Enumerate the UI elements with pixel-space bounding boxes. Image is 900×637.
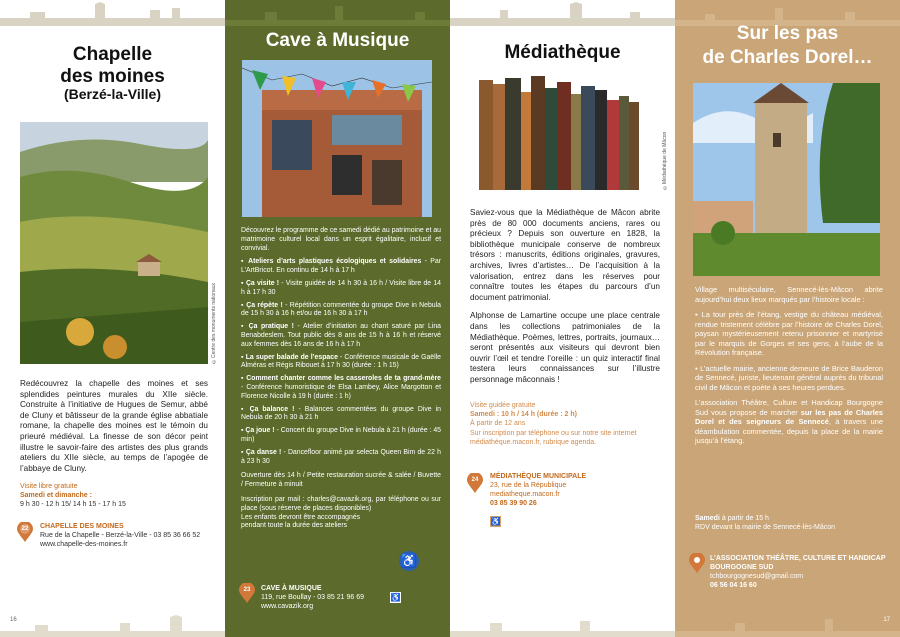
program-item: ▪ Ça danse ! - Dancefloor animé par selecta Queen Bim de 22 h à 23 h 30 bbox=[241, 448, 441, 465]
venue-email-link[interactable]: tchbourgognesud@gmail.com bbox=[710, 573, 804, 580]
pin-number: 23 bbox=[243, 587, 251, 593]
panel-charles-dorel bbox=[675, 0, 900, 637]
venue-info: MÉDIATHÈQUE MUNICIPALE 23, rue de la République mediatheque.macon.fr 03 85 39 90 26 bbox=[490, 472, 665, 508]
map-pin-icon bbox=[689, 553, 705, 573]
page-title: Médiathèque bbox=[504, 42, 621, 63]
description-text: Village multiséculaire, Sennecé-lès-Mâcon abrite aujourd’hui deux lieux marqués par l’histoire locale : ▪ La tour près de l’étang, vestige du château médiéval, rendue tristement célèbre par l’histoire de Charles Dorel, paysan mystérieusement retenu prisonnier et martyrisé par le marquis de Gorges et ses gens, à l’aube de la Révolution française. ▪ L’actuelle mairie, ancienne demeure de Brice Bauderon de Sennecé, juriste, lieutenant général auprès du tribunal civil de Mâcon et poète à ses heures perdues. L’association Théâtre, Culture et Handicap Bourgogne Sud vous propose de marcher sur les pas de Charles Dorel et des seigneurs de Sennecé, à travers une déambulation commentée, depuis la place de la mairie jusqu’à l’étang. bbox=[695, 285, 884, 445]
program-item: ▪ Ça balance ! - Balances commentées du groupe Dive in Nebula de 20 h 30 à 21 h bbox=[241, 405, 441, 422]
map-pin-icon bbox=[239, 583, 255, 603]
venue-info: CAVE À MUSIQUE 119, rue Boullay - 03 85 21 96 69 www.cavazik.org bbox=[261, 584, 431, 611]
photo-credit: ©Centre des monuments nationaux bbox=[211, 282, 217, 364]
accessibility-icon: ♿ bbox=[390, 593, 401, 602]
program-item: ▪ Ça pratique ! - Atelier d’initiation au chant saturé par Lina Benabdeslem. Tout public dès 8 ans de 15 h à 16 h et réservé aux femmes dès 16 ans de 16 h à 17 h bbox=[241, 323, 441, 348]
skyline-bottom-decoration bbox=[675, 611, 900, 637]
page-title: Sur les pas de Charles Dorel… bbox=[702, 23, 873, 68]
venue-photo bbox=[242, 60, 432, 217]
skyline-top-decoration bbox=[450, 0, 675, 26]
tower-photo bbox=[693, 83, 880, 276]
skyline-top-decoration bbox=[225, 0, 450, 26]
panel-mediatheque bbox=[450, 0, 675, 637]
page-number: 16 bbox=[10, 617, 17, 623]
venue-website-link[interactable]: www.chapelle-des-moines.fr bbox=[40, 541, 128, 548]
visit-info: Samedi à partir de 15 h RDV devant la mairie de Sennecé-lès-Mâcon bbox=[695, 515, 836, 532]
program-item: ▪ Comment chanter comme les casseroles de ta grand-mère - Conférence humoristique de Elsa Lambey, Alice Margotton et Florence Nicolle à 19 h (durée : 1 h) bbox=[241, 375, 441, 400]
page-number: 17 bbox=[883, 617, 890, 623]
books-photo bbox=[475, 72, 661, 194]
photo-credit: ©Médiathèque de Mâcon bbox=[662, 131, 668, 190]
venue-website-link[interactable]: mediatheque.macon.fr bbox=[490, 491, 560, 498]
map-pin-icon bbox=[467, 473, 483, 493]
program-text: Découvrez le programme de ce samedi dédié au patrimoine et au matrimoine culturel local dans un esprit égalitaire, inclusif et convivial. ▪ Ateliers d’arts plastiques écologiques et solidaires - Par L’ArtBricot. En continu de 14 h à 17 h ▪ Ça visite ! - Visite guidée de 14 h 30 à 16 h / Visite libre de 14 h à 17 h 30 ▪ Ça répète ! - Répétition commentée du groupe Dive in Nebula de 15 h 30 à 16 h et/ou de 16 h 30 à 17 h ▪ Ça pratique ! - Atelier d’initiation au chant saturé par Lina Benabdeslem. Tout public dès 8 ans de 15 h à 16 h et réservé aux femmes dès 16 ans de 16 h à 17 h ▪ La super balade de l’espace - Conférence musicale de Gaëlle Alméras et Régis Ribouet à 17 h 30 (durée : 1 h 15) ▪ Comment chanter comme les casseroles de ta grand-mère - Conférence humoristique de Elsa Lambey, Alice Margotton et Florence Nicolle à 19 h (durée : 1 h) ▪ Ça balance ! - Balances commentées du groupe Dive in Nebula de 20 h 30 à 21 h ▪ Ça joue ! - Concert du groupe Dive in Nebula à 21 h (durée : 45 min) ▪ Ça danse ! - Dancefloor animé par selecta Queen Bim de 22 h à 23 h 30 Ouverture dès 14 h / Petite restauration sucrée & salée / Buvette / Fermeture à minuit Inscription par mail : charles@cavazik.org, par téléphone ou sur place (sous réserve de places disponibles) Les enfants devront être accompagnés pendant toute la durée des ateliers bbox=[241, 227, 442, 530]
pin-number: 24 bbox=[471, 477, 479, 483]
panel-cave-a-musique bbox=[225, 0, 450, 637]
skyline-top-decoration bbox=[0, 0, 225, 26]
venue-info: CHAPELLE DES MOINES Rue de la Chapelle - Berzé-la-Ville - 03 85 36 66 52 www.chapelle-des-moines.fr bbox=[40, 522, 215, 549]
pin-number: 22 bbox=[21, 526, 29, 532]
program-item: ▪ Ça joue ! - Concert du groupe Dive in Nebula à 21 h (durée : 45 min) bbox=[241, 427, 441, 443]
visit-info: Visite libre gratuite Samedi et dimanche : 9 h 30 - 12 h 15/ 14 h 15 - 17 h 15 bbox=[20, 483, 126, 509]
program-item: ▪ Ça visite ! - Visite guidée de 14 h 30 à 16 h / Visite libre de 14 h à 17 h 30 bbox=[241, 279, 441, 296]
program-item: ▪ Ateliers d’arts plastiques écologiques et solidaires - Par L’ArtBricot. En continu de 14 h à 17 h bbox=[241, 258, 441, 275]
venue-info: L’ASSOCIATION THÉÂTRE, CULTURE ET HANDICAP BOURGOGNE SUD tchbourgognesud@gmail.com 06 56 04 16 60 bbox=[710, 554, 890, 590]
skyline-bottom-decoration bbox=[450, 611, 675, 637]
visit-info: Visite guidée gratuite Samedi : 10 h / 14 h (durée : 2 h) À partir de 12 ans Sur inscription par téléphone ou sur notre site internet médiathèque.macon.fr, rubrique agenda. bbox=[470, 402, 637, 446]
page-title: Cave à Musique bbox=[265, 30, 410, 51]
panel-chapelle bbox=[0, 0, 225, 637]
skyline-bottom-decoration bbox=[0, 611, 225, 637]
page-subtitle: (Berzé-la-Ville) bbox=[64, 86, 161, 102]
page-title: Chapelle des moines bbox=[60, 44, 165, 87]
accessibility-icon: ♿ bbox=[399, 551, 419, 571]
description-text: Saviez-vous que la Médiathèque de Mâcon abrite près de 80 000 documents anciens, rares ou précieux ? Depuis son ouverture en 1828, la bibliothèque municipale conserve de nombreux trésors : manuscrits, éditions originales, gravures, archives, livres d’artistes… De l’acquisition à la valorisation, entrez dans les réserves pour connaître toutes les étapes du parcours d’un document patrimonial. Alphonse de Lamartine occupe une place centrale dans les collections patrimoniales de la Médiathèque. Poèmes, lettres, portraits, journaux… seront présentés aux visiteurs qui devront bien ouvrir l’œil et tendre l’oreille : un quiz interactif final testera leurs connaissances sur l’illustre personnage mâconnais ! bbox=[470, 208, 660, 384]
program-item: ▪ La super balade de l’espace - Conférence musicale de Gaëlle Alméras et Régis Ribouet à 17 h 30 (durée : 1 h 15) bbox=[241, 353, 441, 370]
program-item: ▪ Ça répète ! - Répétition commentée du groupe Dive in Nebula de 15 h 30 à 16 h et/ou de 16 h 30 à 17 h bbox=[241, 301, 442, 318]
venue-website-link[interactable]: www.cavazik.org bbox=[261, 603, 314, 610]
landscape-photo bbox=[20, 122, 208, 364]
accessibility-icon: ♿ bbox=[490, 517, 501, 526]
map-pin-icon bbox=[17, 522, 33, 542]
description-text: Redécouvrez la chapelle des moines et ses splendides peintures murales du XIIe siècle. Construite à l’initiative de Hugues de Semur, abbé de Cluny et bâtisseur de la grande église abbatiale romane, la chapelle des moines est le témoin du prieuré médiéval. La finesse de son décor peint illustre le savoir-faire des artistes des plus grands ateliers du XIIe siècle, au temps de l’apogée de l’abbaye de Cluny. bbox=[20, 379, 208, 473]
